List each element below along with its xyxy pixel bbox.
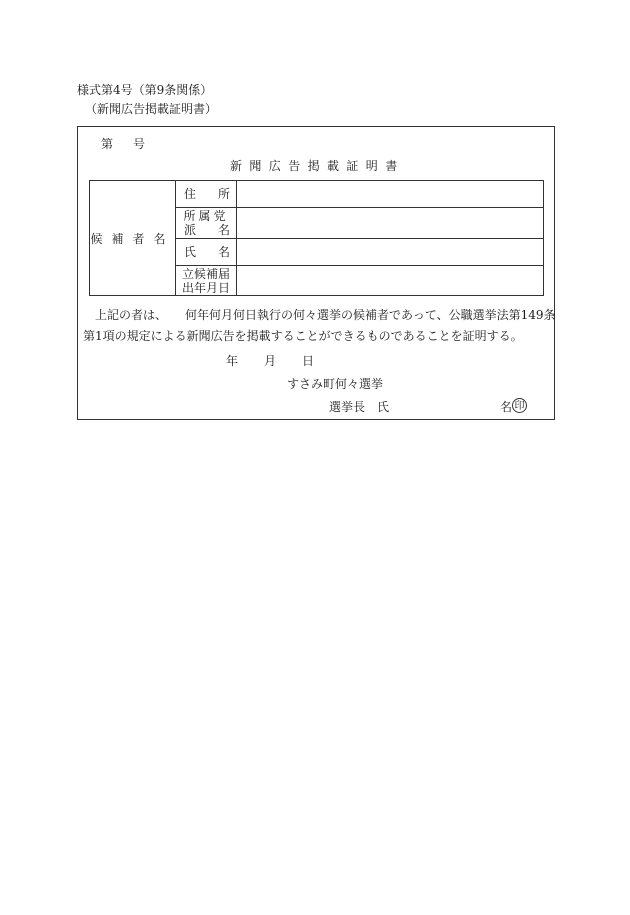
form-subtitle: （新聞広告掲載証明書）	[85, 102, 218, 116]
filing-date-line1: 立候補届	[181, 266, 230, 281]
address-label	[176, 181, 237, 208]
address-value[interactable]	[237, 181, 544, 208]
name-label-b: 名	[217, 245, 230, 259]
date-day: 日	[302, 354, 315, 368]
certificate-number	[101, 138, 145, 150]
filing-date-label	[176, 266, 237, 296]
name-label	[176, 239, 237, 266]
name-label-a: 氏	[184, 245, 197, 259]
party-label	[176, 208, 237, 239]
issue-date	[226, 355, 314, 367]
seal-mark-icon: 印	[512, 398, 527, 413]
date-year: 年	[226, 354, 239, 368]
filing-date-line2: 出年月日	[181, 280, 230, 295]
signer-title: 選挙長 氏	[329, 400, 390, 414]
party-label-b: 名	[217, 223, 230, 237]
filing-date-value[interactable]	[237, 266, 544, 296]
form-number-label: 様式第4号（第9条関係）	[77, 83, 213, 97]
signer-name-label: 名	[500, 400, 513, 414]
number-prefix: 第	[101, 137, 114, 151]
certification-text-line2: 第1項の規定による新聞広告を掲載することができるものであることを証明する。	[83, 329, 523, 343]
candidate-table	[89, 180, 544, 296]
date-month: 月	[264, 354, 277, 368]
address-label-b: 所	[217, 187, 230, 201]
address-label-a: 住	[184, 187, 197, 201]
party-label-a: 派	[184, 223, 197, 237]
certification-text-line1: 上記の者は、 何年何月何日執行の何々選挙の候補者であって、公職選挙法第149条	[95, 308, 556, 322]
party-label-line1: 所属党	[183, 209, 229, 223]
candidate-name-label: 候補者名	[90, 181, 176, 296]
number-suffix: 号	[133, 137, 146, 151]
issuer-name: すさみ町何々選挙	[287, 377, 384, 391]
party-value[interactable]	[237, 208, 544, 239]
table-row	[90, 181, 544, 208]
name-value[interactable]	[237, 239, 544, 266]
document-title: 新聞広告掲載証明書	[230, 159, 405, 173]
